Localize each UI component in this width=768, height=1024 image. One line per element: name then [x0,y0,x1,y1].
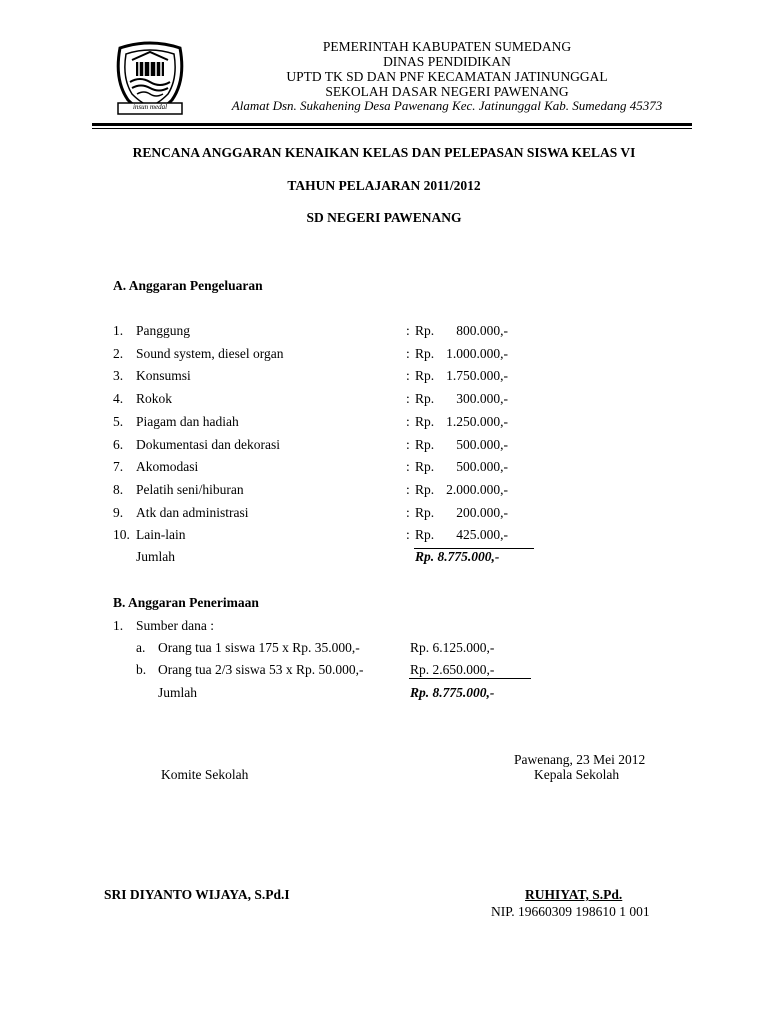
expense-currency: Rp. [415,413,435,429]
expense-row [0,483,768,499]
expense-amount: 200.000,- [456,504,508,520]
income-item-label: Orang tua 1 siswa 175 x Rp. 35.000,- [158,640,360,655]
expense-row [0,415,768,431]
expense-amount: 425.000,- [456,527,508,543]
expense-colon: : [406,527,410,543]
expense-label: Atk dan administrasi [136,504,249,520]
expense-colon: : [406,436,410,452]
expense-currency: Rp. [415,481,435,497]
expense-colon: : [406,391,410,407]
expense-total-label: Jumlah [136,549,175,564]
expense-amount: 2.000.000,- [446,481,508,497]
income-item-letter: a. [136,640,146,655]
expense-number: 3. [113,368,124,384]
expense-colon: : [406,323,410,338]
expense-row [0,324,768,340]
income-item-value: Rp. 6.125.000,- [410,640,495,655]
expense-number: 8. [113,481,124,497]
expense-amount: 300.000,- [456,391,508,407]
expense-number: 10. [113,527,130,543]
expense-currency: Rp. [415,436,435,452]
expense-total-value: Rp. 8.775.000,- [415,549,500,564]
place-date: Pawenang, 23 Mei 2012 [514,752,646,767]
section-a-heading: A. Anggaran Pengeluaran [113,278,263,293]
income-total-rule [409,678,531,679]
expense-amount: 500.000,- [456,436,508,452]
expense-label: Akomodasi [136,459,199,475]
expense-currency: Rp. [415,345,435,361]
expense-label: Dokumentasi dan dekorasi [136,436,280,452]
expense-colon: : [406,459,410,475]
letterhead-line-1: PEMERINTAH KABUPATEN SUMEDANG [322,39,572,54]
expense-colon: : [406,481,410,497]
school-name: SD NEGERI PAWENANG [306,210,462,225]
income-total-label: Jumlah [158,685,197,700]
expense-label: Lain-lain [136,527,186,543]
expense-currency: Rp. [415,368,435,384]
letterhead-line-2: DINAS PENDIDIKAN [383,54,511,69]
expense-label: Rokok [136,391,173,407]
income-item-value: Rp. 2.650.000,- [410,662,495,677]
right-signatory-nip: NIP. 19660309 198610 1 001 [491,904,650,919]
income-source-label: Sumber dana : [136,618,214,633]
school-logo [110,40,190,120]
expense-amount: 1.250.000,- [446,413,508,429]
expense-row [0,392,768,408]
income-item-letter: b. [136,662,147,677]
expense-amount: 1.750.000,- [446,368,508,384]
letterhead-line-4: SEKOLAH DASAR NEGERI PAWENANG [325,84,569,99]
academic-year: TAHUN PELAJARAN 2011/2012 [287,178,481,193]
expense-number: 9. [113,504,124,520]
expense-row [0,460,768,476]
expense-currency: Rp. [415,459,435,475]
income-total-value: Rp. 8.775.000,- [410,685,495,700]
left-signatory-name: SRI DIYANTO WIJAYA, S.Pd.I [104,887,290,902]
document-title: RENCANA ANGGARAN KENAIKAN KELAS DAN PELEPASAN SISWA KELAS VI [132,145,636,160]
section-b-heading: B. Anggaran Penerimaan [113,595,259,610]
income-source-number: 1. [113,618,124,633]
expense-currency: Rp. [415,323,435,338]
expense-total-rule [414,548,534,549]
letterhead-address: Alamat Dsn. Sukahening Desa Pawenang Kec. Jatinunggal Kab. Sumedang 45373 [231,98,663,113]
expense-label: Konsumsi [136,368,191,384]
expense-label: Pelatih seni/hiburan [136,481,244,497]
expense-number: 6. [113,436,124,452]
letterhead-rule-thick [92,123,692,126]
expense-row [0,438,768,454]
expense-amount: 1.000.000,- [446,345,508,361]
expense-colon: : [406,504,410,520]
expense-number: 5. [113,413,124,429]
expense-amount: 500.000,- [456,459,508,475]
expense-label: Panggung [136,323,190,338]
expense-number: 4. [113,391,124,407]
expense-number: 2. [113,345,124,361]
right-signatory-role: Kepala Sekolah [534,767,620,782]
expense-colon: : [406,368,410,384]
left-signatory-role: Komite Sekolah [161,767,249,782]
expense-number: 1. [113,323,124,338]
expense-label: Piagam dan hadiah [136,413,239,429]
expense-currency: Rp. [415,527,435,543]
expense-label: Sound system, diesel organ [136,345,284,361]
letterhead-line-3: UPTD TK SD DAN PNF KECAMATAN JATINUNGGAL [286,69,608,84]
expense-currency: Rp. [415,504,435,520]
expense-row [0,347,768,363]
letterhead-rule-thin [92,128,692,129]
expense-colon: : [406,345,410,361]
expense-colon: : [406,413,410,429]
income-item-label: Orang tua 2/3 siswa 53 x Rp. 50.000,- [158,662,364,677]
expense-amount: 800.000,- [456,323,508,338]
expense-number: 7. [113,459,124,475]
expense-row [0,506,768,522]
logo-motto-text: insun medal [132,103,168,111]
expense-row [0,369,768,385]
expense-currency: Rp. [415,391,435,407]
expense-row [0,528,768,544]
right-signatory-name: RUHIYAT, S.Pd. [525,887,623,902]
